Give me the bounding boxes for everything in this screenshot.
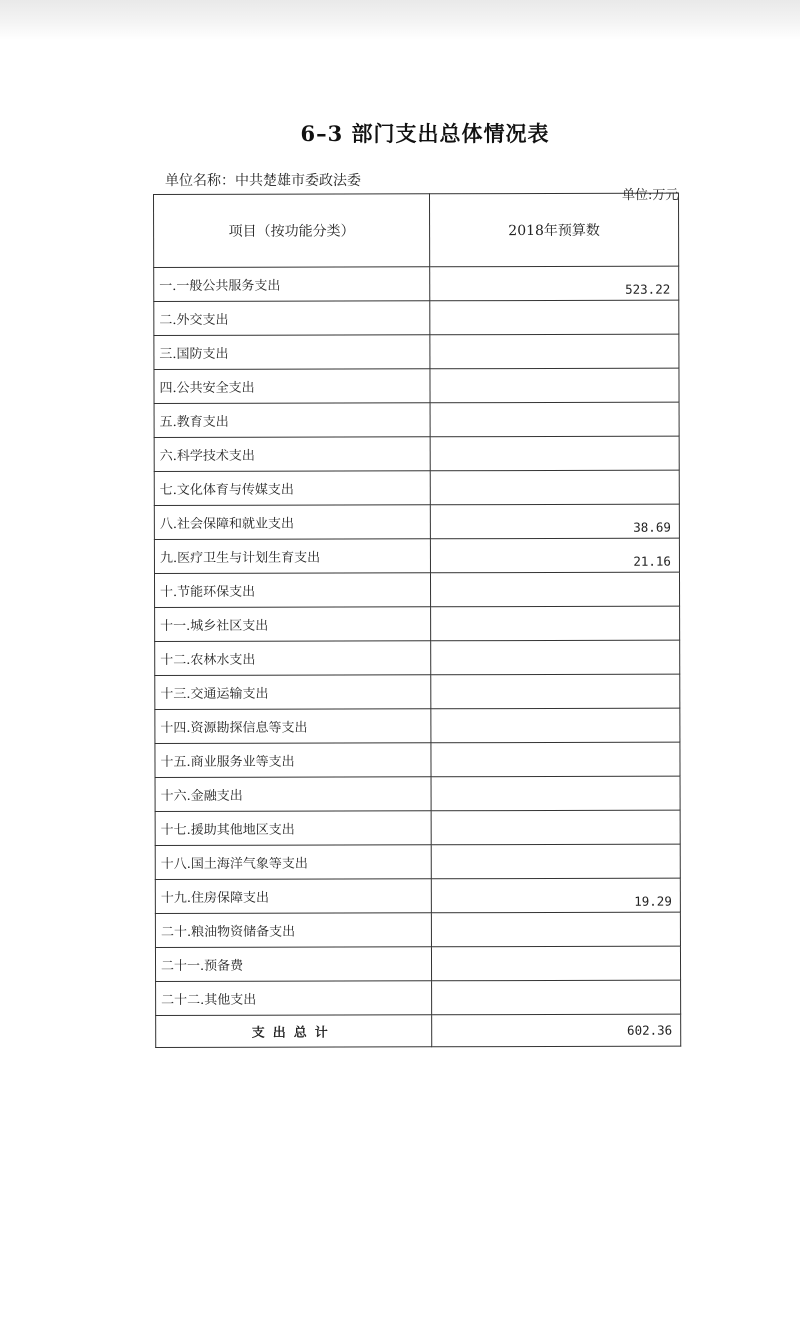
row-value	[431, 912, 680, 947]
row-value: 19.29	[431, 878, 680, 913]
table-row	[154, 470, 679, 505]
row-value	[431, 674, 680, 709]
row-value	[431, 708, 680, 743]
row-label: 十五.商业服务业等支出	[155, 743, 431, 778]
row-label: 十八.国土海洋气象等支出	[155, 845, 431, 880]
row-value: 38.69	[430, 504, 679, 539]
row-label: 九.医疗卫生与计划生育支出	[154, 539, 430, 574]
row-label: 十九.住房保障支出	[155, 879, 431, 914]
table-row	[155, 674, 680, 709]
row-value	[430, 368, 679, 403]
row-label: 十一.城乡社区支出	[155, 607, 431, 642]
row-label: 四.公共安全支出	[154, 369, 430, 404]
currency-unit: 单位:万元	[622, 188, 679, 203]
row-label: 二十二.其他支出	[156, 981, 432, 1016]
row-label: 十四.资源勘探信息等支出	[155, 709, 431, 744]
row-label: 二.外交支出	[154, 301, 430, 336]
table-row	[154, 504, 679, 539]
row-label: 二十一.预备费	[155, 947, 431, 982]
table-row	[154, 402, 679, 437]
row-value	[431, 844, 680, 879]
row-label: 十六.金融支出	[155, 777, 431, 812]
row-value	[432, 980, 681, 1015]
column-header-item: 项目（按功能分类）	[154, 194, 430, 268]
table-row	[155, 810, 680, 845]
table-row	[154, 368, 679, 403]
row-label: 六.科学技术支出	[154, 437, 430, 472]
table-row	[155, 606, 680, 641]
unit-name: 单位名称：中共楚雄市委政法委	[165, 173, 361, 189]
row-label: 八.社会保障和就业支出	[154, 505, 430, 540]
row-label: 二十.粮油物资储备支出	[155, 913, 431, 948]
table-row	[155, 912, 680, 947]
page-title: 6–3 部门支出总体情况表	[300, 121, 550, 146]
table-row	[155, 844, 680, 879]
row-value	[430, 470, 679, 505]
row-value	[430, 402, 679, 437]
table-row	[154, 300, 679, 335]
total-value: 602.36	[432, 1014, 681, 1047]
row-value	[431, 640, 680, 675]
row-label: 三.国防支出	[154, 335, 430, 370]
row-value: 523.22	[430, 266, 679, 301]
table-row	[155, 776, 680, 811]
table-row	[155, 878, 680, 913]
row-value	[431, 606, 680, 641]
row-value	[430, 334, 679, 369]
row-label: 十三.交通运输支出	[155, 675, 431, 710]
table-row	[154, 538, 679, 573]
total-label: 支出总计	[156, 1015, 432, 1048]
row-value	[431, 742, 680, 777]
table-row	[154, 572, 679, 607]
table-row	[154, 334, 679, 369]
table-header-row	[154, 193, 679, 267]
table-row	[155, 708, 680, 743]
row-value	[430, 300, 679, 335]
row-label: 七.文化体育与传媒支出	[154, 471, 430, 506]
row-label: 一.一般公共服务支出	[154, 267, 430, 302]
scan-shadow	[0, 0, 800, 40]
row-label: 十.节能环保支出	[154, 573, 430, 608]
row-label: 十七.援助其他地区支出	[155, 811, 431, 846]
expenditure-table	[153, 193, 681, 1048]
row-value	[430, 436, 679, 471]
row-value	[431, 810, 680, 845]
row-value	[431, 946, 680, 981]
row-label: 五.教育支出	[154, 403, 430, 438]
table-row	[154, 266, 679, 301]
row-label: 十二.农林水支出	[155, 641, 431, 676]
table-row	[156, 980, 681, 1015]
table-row	[155, 946, 680, 981]
table-row	[154, 436, 679, 471]
row-value	[430, 572, 679, 607]
table-row	[155, 742, 680, 777]
row-value: 21.16	[430, 538, 679, 573]
row-value	[431, 776, 680, 811]
column-header-budget: 2018年预算数	[430, 193, 679, 267]
table-row	[155, 640, 680, 675]
total-row	[156, 1014, 681, 1047]
